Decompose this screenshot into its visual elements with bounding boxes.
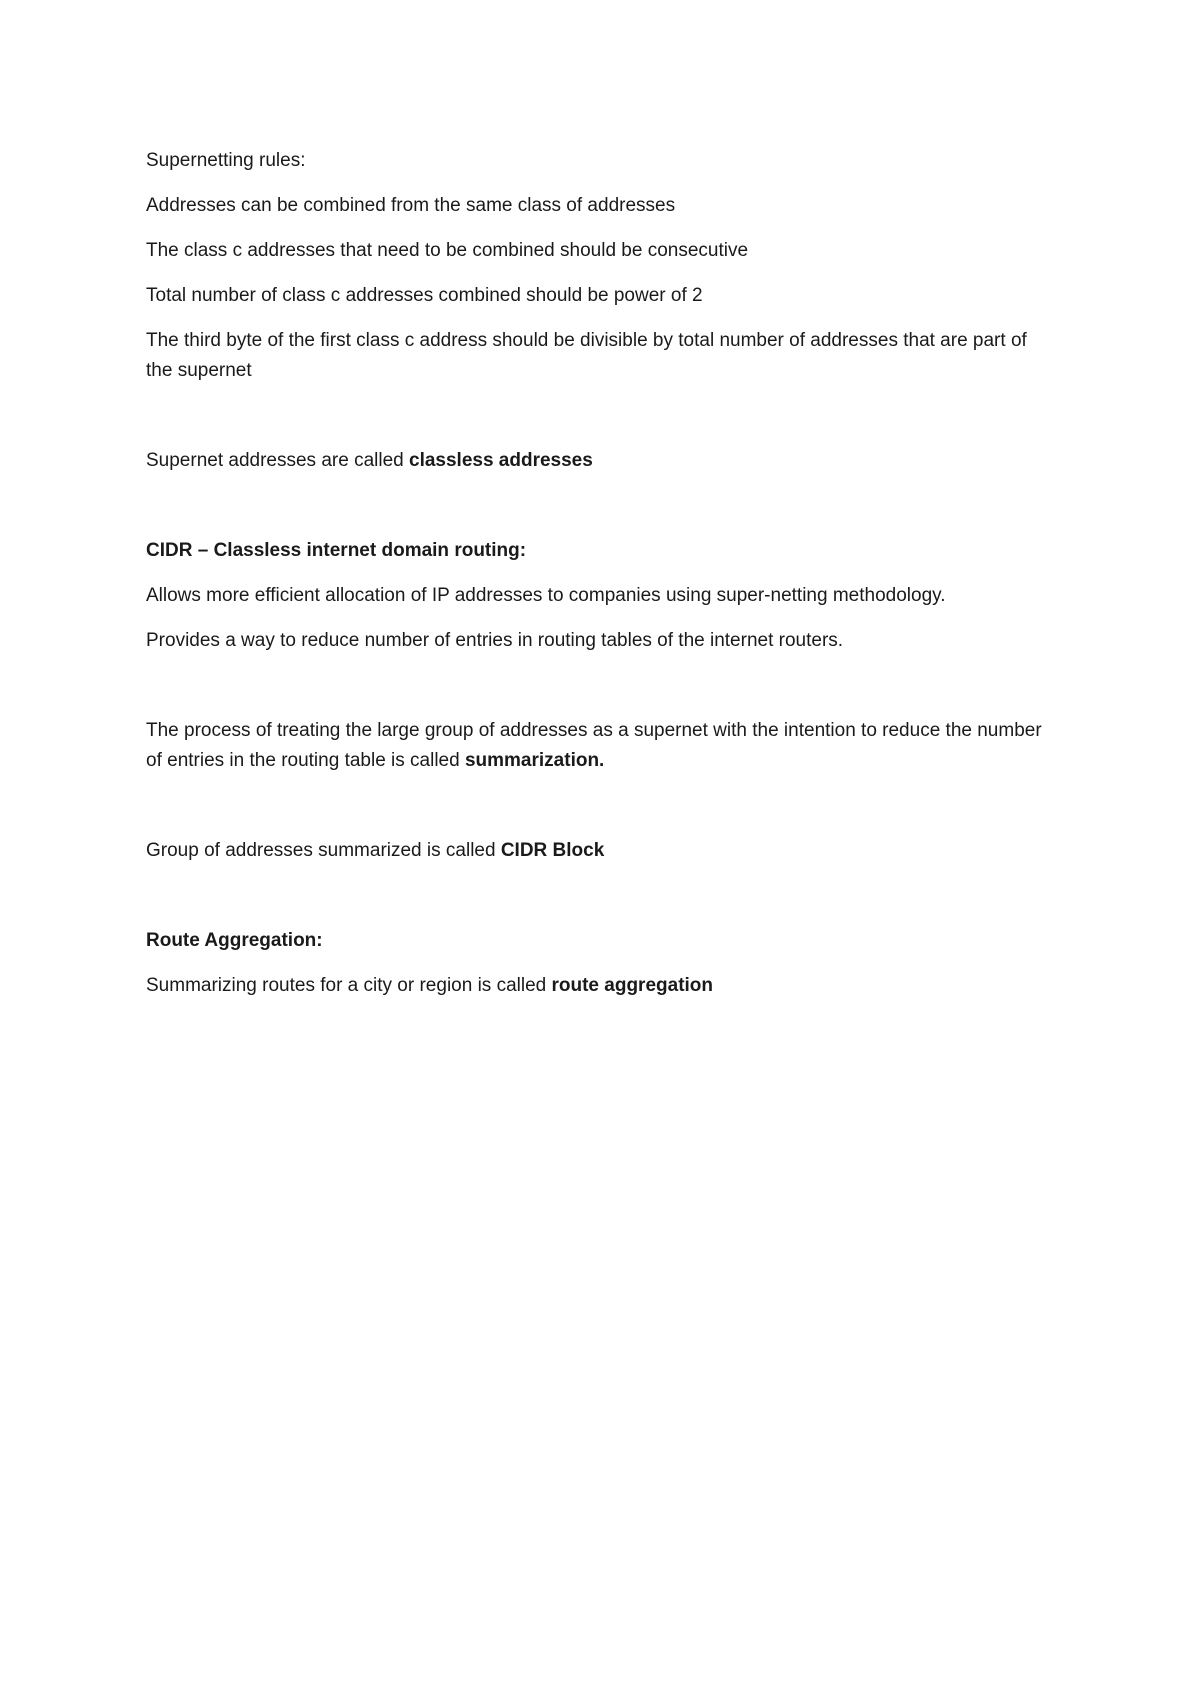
summarization-prefix: The process of treating the large group of addresses as a supernet with the intention to reduce the number of entries in the routing table is called <box>146 720 1042 771</box>
rule-same-class: Addresses can be combined from the same class of addresses <box>146 195 676 216</box>
route-aggregation-heading: Route Aggregation: <box>146 930 323 951</box>
summarization-paragraph <box>146 716 1056 776</box>
cidr-block-paragraph <box>146 836 1056 866</box>
classless-term: classless addresses <box>409 450 593 471</box>
cidr-block-term: CIDR Block <box>500 840 605 861</box>
supernetting-rules-heading: Supernetting rules: <box>146 150 306 171</box>
summarization-term: summarization. <box>464 750 605 771</box>
rule-power-of-two: Total number of class c addresses combined should be power of 2 <box>146 285 703 306</box>
route-aggregation-prefix: Summarizing routes for a city or region is called <box>146 975 552 996</box>
route-aggregation-paragraph <box>146 971 1056 1001</box>
classless-prefix: Supernet addresses are called <box>146 450 409 471</box>
classless-addresses-paragraph <box>146 446 1056 476</box>
cidr-point-routing-tables: Provides a way to reduce number of entries in routing tables of the internet routers. <box>146 630 844 651</box>
rule-consecutive: The class c addresses that need to be combined should be consecutive <box>146 240 749 261</box>
cidr-block-prefix: Group of addresses summarized is called <box>146 840 501 861</box>
rule-third-byte: The third byte of the first class c address should be divisible by total number of addresses that are part of the supernet <box>146 330 1027 381</box>
document-body <box>146 146 1056 1001</box>
cidr-heading: CIDR – Classless internet domain routing: <box>146 540 527 561</box>
cidr-point-allocation: Allows more efficient allocation of IP addresses to companies using super-netting methodology. <box>146 585 946 606</box>
route-aggregation-term: route aggregation <box>551 975 714 996</box>
